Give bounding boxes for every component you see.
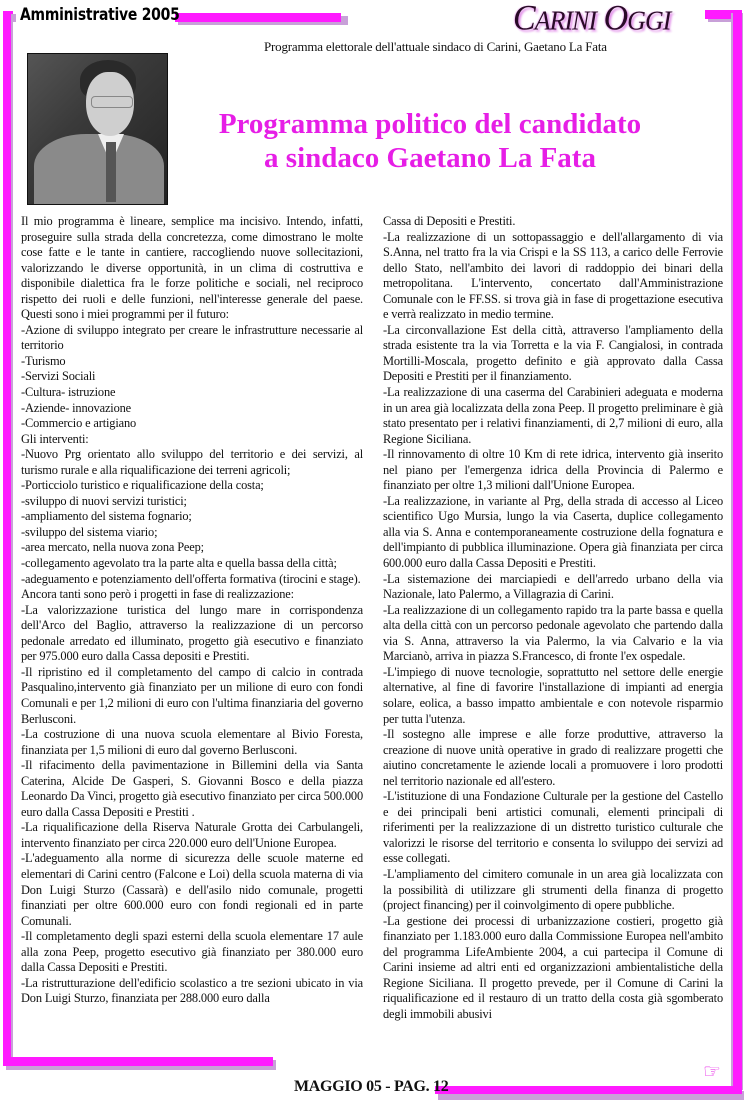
article-paragraph: -La gestione dei processi di urbanizzazione costieri, progetto già finanziato per 1.183.000 euro dalla Commissione Europea nell'ambito del programma LifeAmbiente 2004, a cui partecipa il Comune di Carini insieme ad altri enti ed organizzazioni ambientalistiche della Regione Siciliana. Il progetto prevede, per il Comune di Carini la riqualificazione ed il restauro di un tratto della costa già sgomberato degli immobili abusivi <box>383 913 723 1021</box>
article-paragraph: -sviluppo del sistema viario; <box>21 524 158 539</box>
headline <box>170 107 690 175</box>
article-paragraph: -ampliamento del sistema fognario; <box>21 509 192 524</box>
article-paragraph: -Porticciolo turistico e riqualificazione della costa; <box>21 478 264 493</box>
page-footer: MAGGIO 05 - PAG. 12 <box>294 1078 449 1095</box>
article-paragraph: -Il rinnovamento di oltre 10 Km di rete idrica, intervento già inserito nel piano per l'emergenza idrica della Provincia di Palermo e finanziato per oltre 1,3 milioni dall'Unione Europea. <box>383 447 723 493</box>
headline-line-1: Programma politico del candidato <box>218 108 642 140</box>
article-paragraph: -La ristrutturazione dell'edificio scolastico a tre sezioni ubicato in via Don Luigi Sturzo, finanziata per 288.000 euro dalla <box>21 975 363 1006</box>
logo-rest-arini: ARINI <box>534 5 597 36</box>
portrait-glasses <box>91 96 133 108</box>
article-paragraph: -L'impiego di nuove tecnologie, soprattutto nel settore delle energie alternative, al fine di favorire l'installazione di impianti ad energia solare, eolica, a basso impatto ambientale e con notevole risparmio per tutta l'utenza. <box>383 664 723 726</box>
logo-rest-ggi: GGI <box>627 5 671 36</box>
article-paragraph: -Aziende- innovazione <box>21 400 132 415</box>
article-paragraph: -La riqualificazione della Riserva Naturale Grotta dei Carbulangeli, intervento finanziato per circa 220.000 euro dell'Unione Europea. <box>21 820 363 850</box>
article-paragraph: -Il ripristino ed il completamento del campo di calcio in contrada Pasqualino,intervento già finanziato per un milione di euro con fondi Comunali e per 1,2 milioni di euro con l'ultima finanziaria del governo Berlusconi. <box>21 664 363 726</box>
portrait-jacket <box>34 134 164 205</box>
article-paragraph: -L'istituzione di una Fondazione Culturale per la gestione del Castello e dei principali beni artistici comunali, elementi principali di riferimenti per la realizzazione di un distretto turistico culturale che valorizzi le risorse del territorio e consenta lo sviluppo dei servizi ad esse collegati. <box>383 789 723 866</box>
article-paragraph: -Il sostegno alle imprese e alle forze produttive, attraverso la creazione di nuove unità operative in grado di realizzare progetti che aiutino concretamente le aziende locali a promuovere i loro prodotti nel territorio nazionale ed all'estero. <box>383 727 723 788</box>
article-paragraph: -La costruzione di una nuova scuola elementare al Bivio Foresta, finanziata per 1,5 milioni di euro dal governo Berlusconi. <box>21 727 363 757</box>
article-paragraph: -Turismo <box>21 353 66 368</box>
frame-bottom-right <box>435 1086 742 1094</box>
article-paragraph: -La realizzazione di una caserma del Carabinieri adeguata e moderna in un area già localizzata della zona Peep. Il progetto preliminare è già stato presentato per i relativi finanziamenti, di 2,7 milioni di euro, alla Regione Siciliana. <box>383 385 723 446</box>
article-paragraph: Cassa di Depositi e Prestiti. <box>383 214 516 228</box>
article-paragraph: -Il rifacimento della pavimentazione in Billemini della via Santa Caterina, Alcide De Gasperi, S. Giovanni Bosco e della piazza Leonardo Da Vinci, progetto già esecutivo finanziato per circa 500.000 euro dalla Cassa Depositi e Prestiti . <box>21 758 363 819</box>
article-paragraph: -Servizi Sociali <box>21 369 96 384</box>
article-paragraph: -La realizzazione di un sottopassaggio e dell'allargamento di via S.Anna, nel tratto fra la via Crispi e la SS 113, a carico delle Ferrovie dello Stato, nell'ambito dei lavori di raddoppio dei binari della metropolitana. L'intervento, concertato dall'Amministrazione Comunale con le FF.SS. si trova già in fase di progettazione esecutiva e verrà realizzato in medio termine. <box>383 229 723 322</box>
article-paragraph: -La realizzazione di un collegamento rapido tra la parte bassa e quella alta della città con un percorso pedonale agevolato che partendo dalla via S. Anna, attraverso la via Palermo, la via Calvario e la via Marcianò, arriva in piazza S.Francesco, di fronte l'ex ospedale. <box>383 602 723 664</box>
article-paragraph: Gli interventi: <box>21 431 89 446</box>
article-paragraph: -L'ampliamento del cimitero comunale in un area già localizzata con la possibilità di utilizzare gli strumenti della finanza di progetto (project financing) per il coinvolgimento di opere pubbliche. <box>383 866 723 913</box>
article-paragraph: -adeguamento e potenziamento dell'offerta formativa (tirocini e stage). <box>21 571 361 586</box>
headline-line-2: a sindaco Gaetano La Fata <box>264 142 596 174</box>
article-paragraph: -collegamento agevolato tra la parte alta e quella bassa della città; <box>21 556 337 571</box>
frame-right <box>733 10 742 1088</box>
frame-left <box>3 11 11 1058</box>
article-paragraph: -La valorizzazione turistica del lungo mare in corrispondenza dell'Arco del Baglio, attraverso la realizzazione di un percorso pedonale arredato ed illuminato, progetto già esecutivo e finanziato per 975.000 euro dalla Cassa depositi e Prestiti. <box>21 602 363 664</box>
logo-initial-c: C <box>513 0 535 38</box>
pointing-hand-icon: ☞ <box>703 1061 721 1083</box>
portrait-tie <box>106 142 116 202</box>
frame-bottom-left <box>3 1057 273 1066</box>
article-paragraph: -Commercio e artigiano <box>21 416 137 431</box>
article-paragraph: -La realizzazione, in variante al Prg, della strada di accesso al Liceo scientifico Ugo Mursia, lungo la via Caserta, duplice collegamento alla via S. Anna e contemporaneamente costruzione della fognatura e dell'impianto di pubblica illuminazione. Opera già finanziata per circa 600.000 euro dalla Cassa Depositi e Prestiti. <box>383 493 723 571</box>
article-paragraph: -Azione di sviluppo integrato per creare le infrastrutture necessarie al territorio <box>21 322 363 353</box>
candidate-portrait <box>27 53 168 205</box>
logo-initial-o: O <box>603 0 628 38</box>
article-paragraph: -La circonvallazione Est della città, attraverso l'ampliamento della strada esistente tra la via Torretta e la via F. Cangialosi, in contrada Mortilli-Moscala, progetto definito e già approvato dalla Cassa Depositi e Prestiti per il finanziamento. <box>383 322 723 384</box>
article-paragraph: -Nuovo Prg orientato allo sviluppo del territorio e dei servizi, al turismo rurale e alla riqualificazione dei terreni agricoli; <box>21 447 363 477</box>
article-paragraph: -sviluppo di nuovi servizi turistici; <box>21 493 187 508</box>
article-paragraph: Ancora tanti sono però i progetti in fase di realizzazione: <box>21 587 294 602</box>
article-column-right <box>383 214 723 1022</box>
frame-top-mid <box>175 13 341 22</box>
newspaper-logo <box>513 0 670 39</box>
article-subtitle: Programma elettorale dell'attuale sindaco di Carini, Gaetano La Fata <box>264 39 607 54</box>
article-paragraph: -area mercato, nella nuova zona Peep; <box>21 540 204 555</box>
section-badge: Amministrative 2005 <box>20 5 180 25</box>
article-paragraph: -L'adeguamento alla norme di sicurezza delle scuole materne ed elementari di Carini centro (Falcone e Loi) della scuola materna di via Don Luigi Sturzo (Cassarà) e dell'asilo nido comunale, progetti finanziati per oltre 600.000 euro con fondi regionali ed in parte Comunali. <box>21 851 363 928</box>
article-paragraph: Il mio programma è lineare, semplice ma incisivo. Intendo, infatti, proseguire sulla strada della concretezza, come dimostrano le molte cose fatte e le tante in cantiere, raccogliendo nuove sollecitazioni, valorizzando le diverse opportunità, in un clima di costruttiva e disponibile dialettica fra le forze politiche e sociali, nel reciproco rispetto dei ruoli e delle funzioni, nell'interesse generale del paese. Questi sono i miei programmi per il futuro: <box>21 214 363 322</box>
article-paragraph: -Il completamento degli spazi esterni della scuola elementare 17 aule alla zona Peep, progetto esecutivo già finanziato per 380.000 euro dalla Cassa Depositi e Prestiti. <box>21 929 363 975</box>
article-paragraph: -Cultura- istruzione <box>21 385 116 400</box>
article-column-left <box>21 214 363 1007</box>
article-paragraph: -La sistemazione dei marciapiedi e dell'arredo urbano della via Nazionale, lato Palermo, a Villagrazia di Carini. <box>383 571 723 602</box>
